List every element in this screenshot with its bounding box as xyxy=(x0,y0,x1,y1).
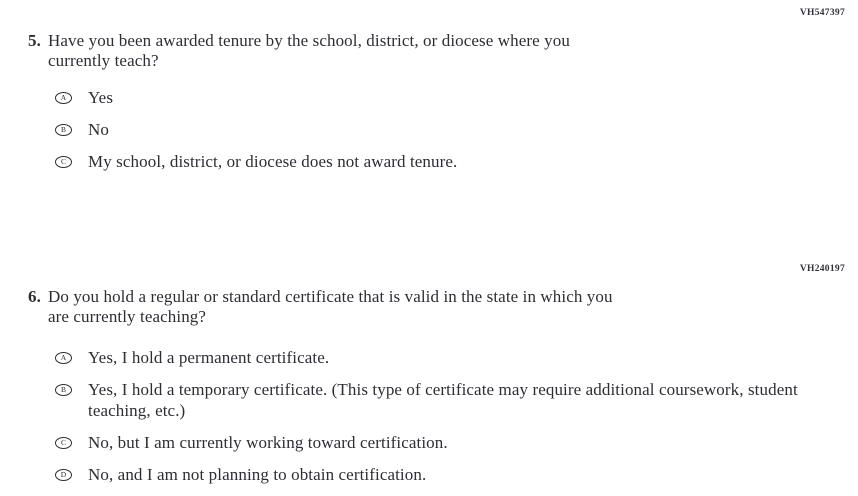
question-text-line: Do you hold a regular or standard certificate that is valid in the state in which you xyxy=(48,287,613,306)
bubble-letter: B xyxy=(60,124,67,134)
bubble-letter: B xyxy=(60,384,67,394)
option-a[interactable] xyxy=(55,87,845,108)
question-text xyxy=(48,287,613,327)
question-text xyxy=(48,31,570,71)
options-list xyxy=(28,347,845,485)
answer-bubble-b-icon[interactable] xyxy=(55,124,72,136)
question-number: 6. xyxy=(28,287,41,306)
option-label: No, and I am not planning to obtain certification. xyxy=(88,465,427,484)
question-block-6 xyxy=(0,264,858,496)
accession-code: VH240197 xyxy=(799,264,845,274)
option-label: Yes xyxy=(88,88,114,107)
bubble-letter: D xyxy=(60,469,67,479)
question-text-line: are currently teaching? xyxy=(48,307,207,326)
option-label: No, but I am currently working toward certification. xyxy=(88,433,448,452)
question-text-line: Have you been awarded tenure by the school, district, or diocese where you xyxy=(48,31,570,50)
option-a[interactable] xyxy=(55,347,845,368)
option-label: No xyxy=(88,120,109,139)
accession-code: VH547397 xyxy=(799,8,845,18)
question-block-5 xyxy=(0,8,858,183)
bubble-letter: A xyxy=(60,92,67,102)
option-b[interactable] xyxy=(55,379,845,421)
bubble-letter: C xyxy=(60,437,67,447)
option-d[interactable] xyxy=(55,464,845,485)
option-b[interactable] xyxy=(55,119,845,140)
option-label: My school, district, or diocese does not award tenure. xyxy=(88,152,458,171)
answer-bubble-a-icon[interactable] xyxy=(55,352,72,364)
option-c[interactable] xyxy=(55,432,845,453)
option-label: Yes, I hold a temporary certificate. (This type of certificate may require additional coursework, student teaching, etc.) xyxy=(88,380,798,420)
question-6 xyxy=(28,287,845,327)
question-number: 5. xyxy=(28,31,41,50)
question-5 xyxy=(28,31,845,71)
answer-bubble-b-icon[interactable] xyxy=(55,384,72,396)
answer-bubble-c-icon[interactable] xyxy=(55,437,72,449)
answer-bubble-a-icon[interactable] xyxy=(55,92,72,104)
bubble-letter: A xyxy=(60,352,67,362)
bubble-letter: C xyxy=(60,156,67,166)
options-list xyxy=(28,87,845,172)
question-text-line: currently teach? xyxy=(48,51,159,70)
option-c[interactable] xyxy=(55,151,845,172)
option-label: Yes, I hold a permanent certificate. xyxy=(88,348,330,367)
answer-bubble-d-icon[interactable] xyxy=(55,469,72,481)
answer-bubble-c-icon[interactable] xyxy=(55,156,72,168)
